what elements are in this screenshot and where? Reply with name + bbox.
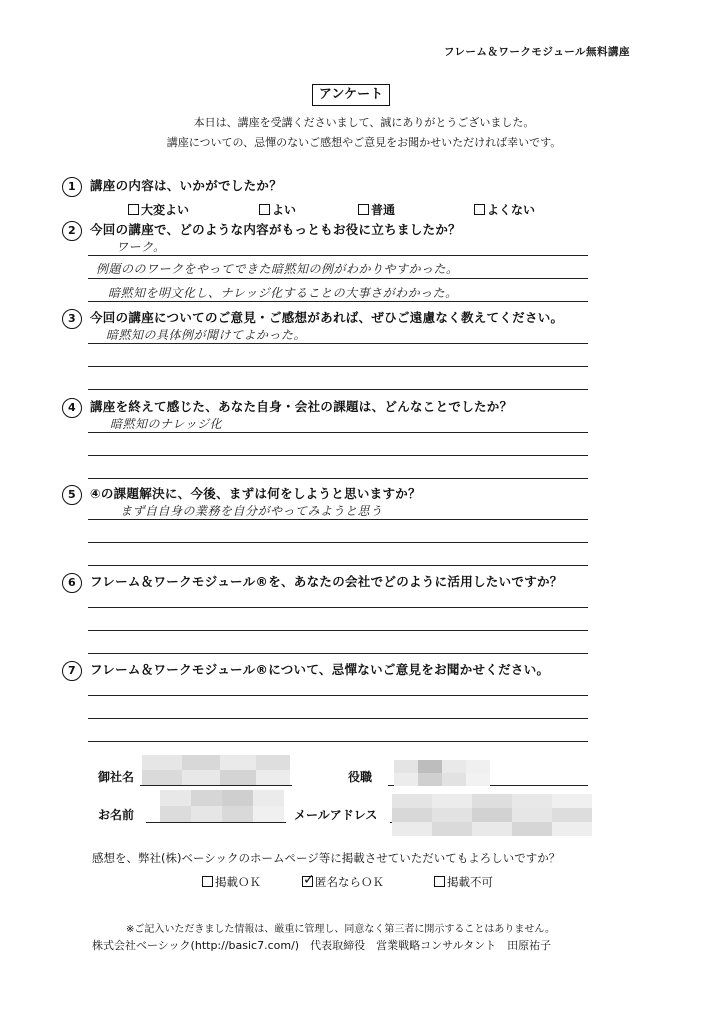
checkbox-icon[interactable] <box>434 876 445 887</box>
email-redacted-mosaic <box>392 794 592 836</box>
name-label: お名前 <box>98 808 135 822</box>
consent-option-decline[interactable]: 掲載不可 <box>434 874 493 890</box>
answer-line <box>88 278 588 279</box>
question-text: フレーム＆ワークモジュール®について、忌憚ないご意見をお聞かせください。 <box>90 662 550 677</box>
checkbox-icon[interactable] <box>128 204 139 215</box>
question-number: 4 <box>62 398 82 418</box>
answer-3-line-1: 暗黙知の具体例が聞けてよかった。 <box>106 328 307 342</box>
company-label: 御社名 <box>98 770 135 784</box>
answer-line <box>88 718 588 719</box>
question-7 <box>62 660 549 681</box>
answer-2-line-1: ワーク。 <box>116 240 166 254</box>
question-text: 講座を終えて感じた、あなた自身・会社の課題は、どんなことでしたか？ <box>90 399 513 414</box>
question-1 <box>62 176 282 197</box>
answer-line <box>88 432 588 433</box>
answer-line <box>88 455 588 456</box>
question-number: 1 <box>62 177 82 197</box>
question-6 <box>62 572 563 593</box>
company-field-line[interactable] <box>140 785 292 786</box>
position-label: 役職 <box>348 770 373 784</box>
checkbox-icon[interactable] <box>474 204 485 215</box>
question-text: 今回の講座で、どのような内容がもっともお役に立ちましたか？ <box>90 222 461 237</box>
page-title: アンケート <box>312 84 390 106</box>
rating-option-poor[interactable]: よくない <box>474 201 535 218</box>
company-redacted-mosaic <box>142 755 290 785</box>
checkbox-icon[interactable] <box>259 204 270 215</box>
answer-line <box>88 542 588 543</box>
answer-4-line-1: 暗黙知のナレッジ化 <box>110 417 223 431</box>
question-number: 6 <box>62 573 82 593</box>
answer-line <box>88 607 588 608</box>
answer-line <box>88 565 588 566</box>
intro-line-2: 講座についての、忌憚のないご感想やご意見をお聞かせいただければ幸いです。 <box>166 136 562 149</box>
rating-option-good[interactable]: よい <box>259 201 296 218</box>
answer-line <box>88 653 588 654</box>
question-text: 講座の内容は、いかがでしたか？ <box>90 178 283 193</box>
question-text: 今回の講座についてのご意見・ご感想があれば、ぜひご遠慮なく教えてください。 <box>90 310 564 325</box>
question-number: 2 <box>62 221 82 241</box>
answer-2-line-2: 例題ののワークをやってできた暗黙知の例がわかりやすかった。 <box>96 262 459 276</box>
email-label: メールアドレス <box>294 808 378 822</box>
consent-option-anonymous[interactable]: ✓ 匿名ならＯＫ <box>303 872 384 889</box>
answer-line <box>88 630 588 631</box>
company-credit: 株式会社ベーシック(http://basic7.com/) 代表取締役 営業戦略コンサルタント 田原祐子 <box>92 939 552 952</box>
answer-line <box>88 255 588 256</box>
name-field-line[interactable] <box>146 822 286 823</box>
consent-question: 感想を、弊社(株)ベーシックのホームページ等に掲載させていただいてもよろしいですか？ <box>92 851 561 865</box>
answer-line <box>88 519 588 520</box>
rating-option-excellent[interactable]: 大変よい <box>128 201 189 218</box>
intro-line-1: 本日は、講座を受講くださいまして、誠にありがとうございました。 <box>193 116 535 129</box>
question-number: 3 <box>62 309 82 329</box>
checkbox-checked-icon[interactable] <box>302 872 315 888</box>
checkmark-icon: ✓ <box>303 872 315 888</box>
checkbox-icon[interactable] <box>358 204 369 215</box>
answer-line <box>88 301 588 302</box>
answer-line <box>88 389 588 390</box>
question-text: ④の課題解決に、今後、まずは何をしようと思いますか？ <box>90 486 421 501</box>
answer-line <box>88 366 588 367</box>
program-name: フレーム＆ワークモジュール無料講座 <box>443 46 630 58</box>
consent-option-ok[interactable]: 掲載ＯＫ <box>202 874 261 890</box>
question-number: 5 <box>62 485 82 505</box>
answer-5-line-1: まず自自身の業務を自分がやってみようと思う <box>120 504 383 518</box>
position-redacted-mosaic <box>394 760 490 786</box>
answer-line <box>88 478 588 479</box>
name-redacted-mosaic <box>160 790 284 822</box>
answer-line <box>88 695 588 696</box>
answer-line <box>88 741 588 742</box>
question-text: フレーム＆ワークモジュール®を、あなたの会社でどのように活用したいですか？ <box>90 574 563 589</box>
answer-line <box>88 343 588 344</box>
answer-2-line-3: 暗黙知を明文化し、ナレッジ化することの大事さがわかった。 <box>108 286 458 300</box>
checkbox-icon[interactable] <box>202 876 213 887</box>
question-number: 7 <box>62 661 82 681</box>
rating-option-average[interactable]: 普通 <box>358 201 395 218</box>
privacy-notice: ※ご記入いただきました情報は、厳重に管理し、同意なく第三者に開示することはありません。 <box>126 924 555 935</box>
